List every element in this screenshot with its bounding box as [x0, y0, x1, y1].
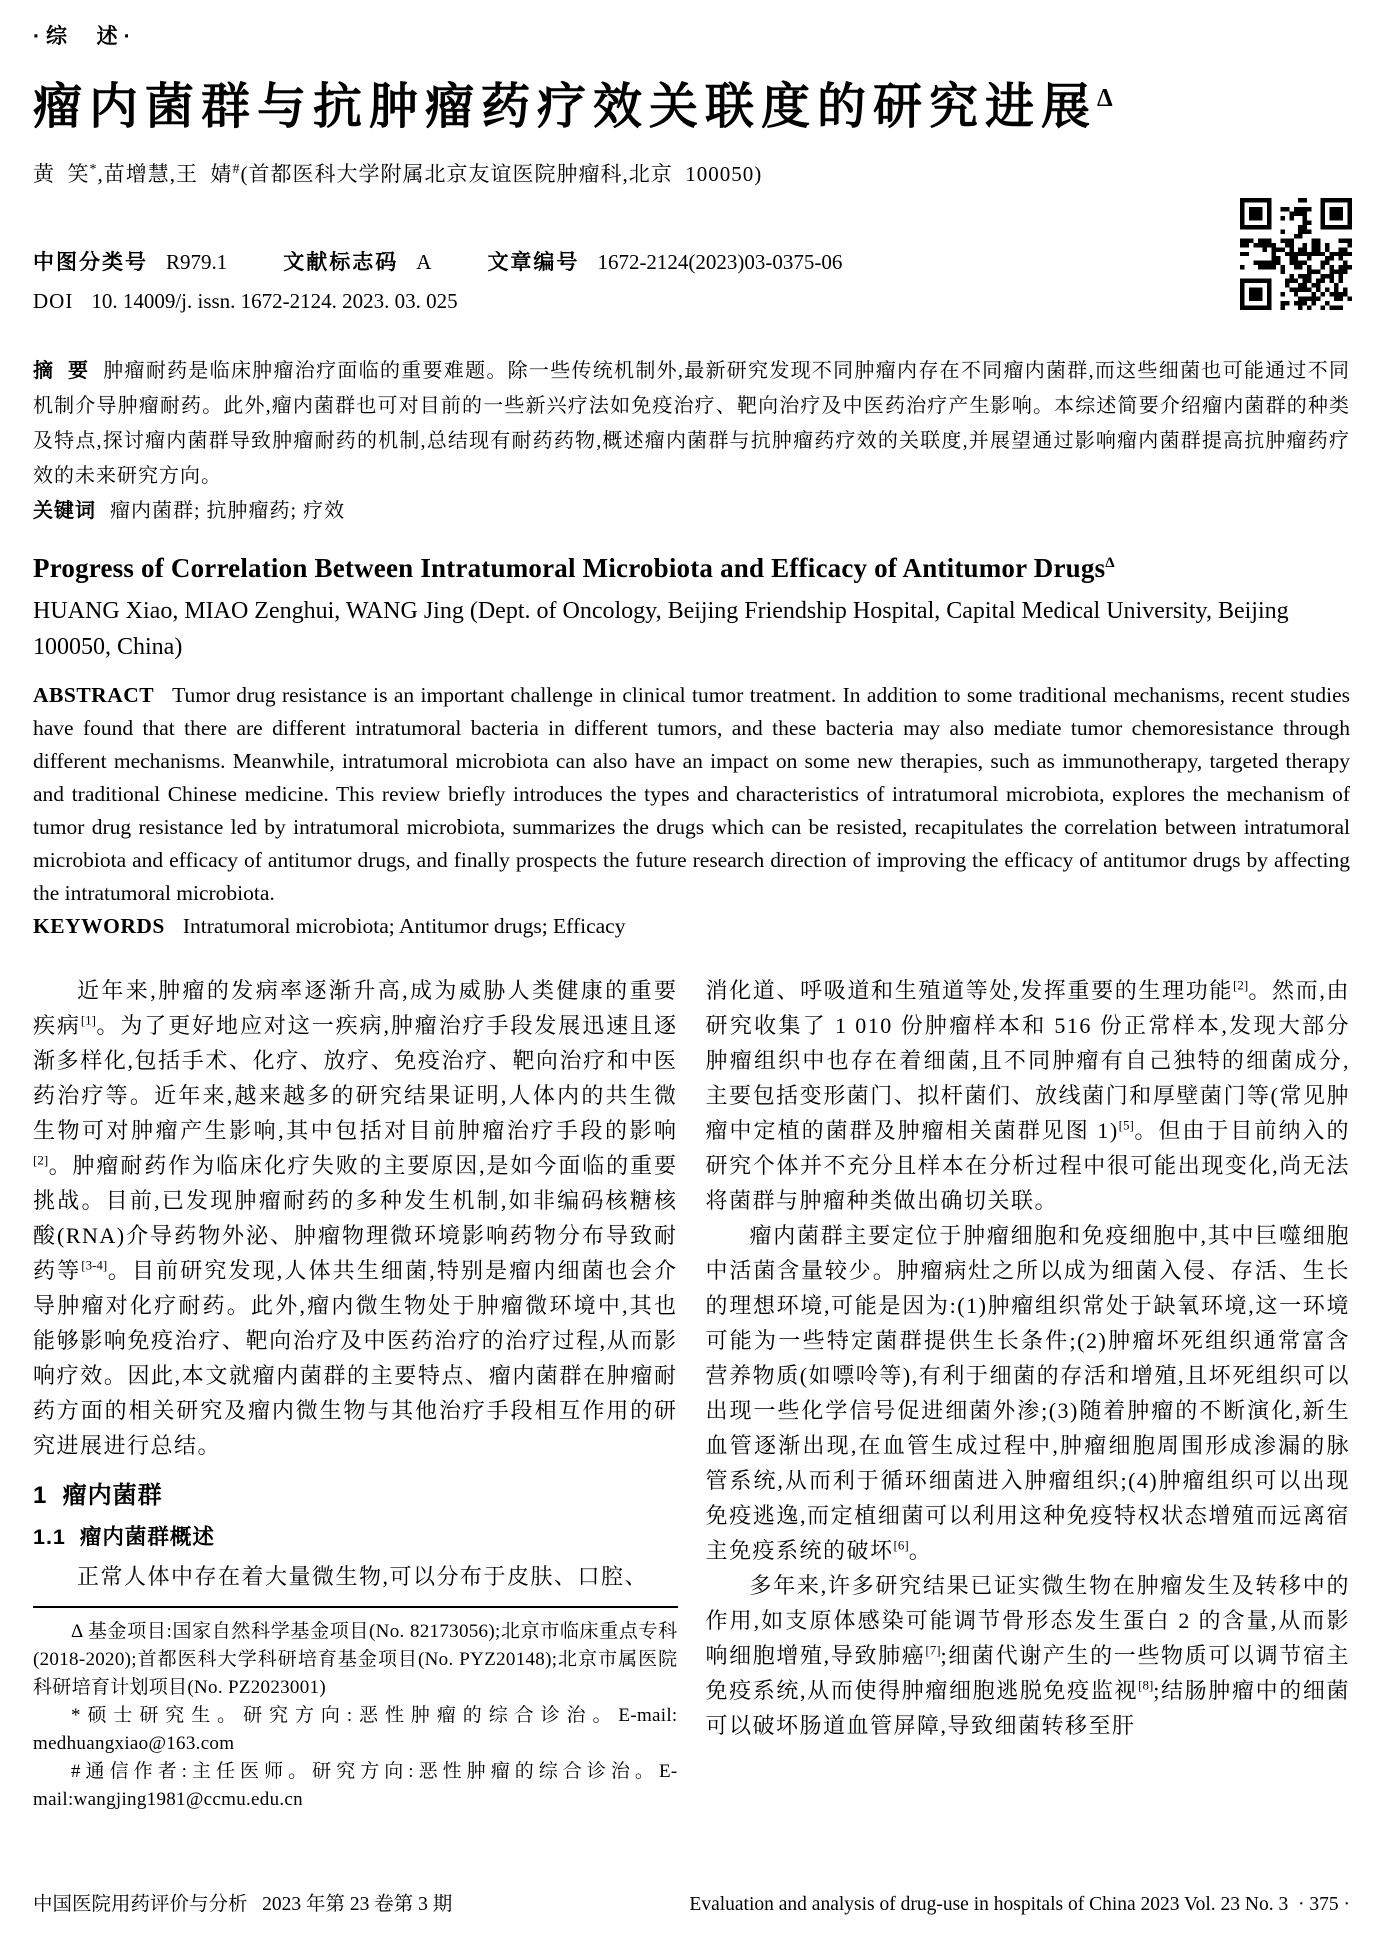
title-fund-mark-en: Δ — [1105, 555, 1115, 571]
clc-label: 中图分类号 — [33, 251, 148, 274]
doi-label: DOI — [33, 289, 74, 313]
footnotes-block — [33, 1606, 678, 1814]
article-no-group — [487, 246, 842, 276]
abstract-cn-text: 肿瘤耐药是临床肿瘤治疗面临的重要难题。除一些传统机制外,最新研究发现不同肿瘤内存在不同瘤内菌群,而这些细菌也可能通过不同机制介导肿瘤耐药。此外,瘤内菌群也可对目前的一些新兴疗法如免疫治疗、靶向治疗及中医药治疗产生影响。本综述简要介绍瘤内菌群的种类及特点,探讨瘤内菌群导致肿瘤耐药的机制,总结现有耐药药物,概述瘤内菌群与抗肿瘤药疗效的关联度,并展望通过影响瘤内菌群提高抗肿瘤药疗效的未来研究方向。 — [33, 360, 1350, 487]
abstract-en-text: Tumor drug resistance is an important challenge in clinical tumor treatment. In addition to some traditional mechanisms, recent studies have found that there are different intratumoral bacteria in different tumors, and these bacteria may also mediate tumor chemoresistance through different mechanisms. Meanwhile, intratumoral microbiota can also have an impact on some new therapies, such as immunotherapy, targeted therapy and traditional Chinese medicine. This review briefly introduces the types and characteristics of intratumoral microbiota, explores the mechanism of tumor drug resistance led by intratumoral microbiota, summarizes the drugs which can be resisted, recapitulates the correlation between intratumoral microbiota and efficacy of antitumor drugs, and finally prospects the future research direction of improving the efficacy of antitumor drugs by affecting the intratumoral microbiota. — [33, 683, 1350, 905]
left-column — [33, 973, 678, 1814]
keywords-cn-text: 瘤内菌群; 抗肿瘤药; 疗效 — [110, 500, 346, 522]
body-paragraph-overview-start: 正常人体中存在着大量微生物,可以分布于皮肤、口腔、 — [77, 1564, 649, 1589]
footer-journal-en: Evaluation and analysis of drug-use in hospitals of China 2023 Vol. 23 No. 3 · 375 · — [689, 1894, 1350, 1915]
title-fund-mark: Δ — [1097, 84, 1120, 112]
clc-value: R979.1 — [166, 250, 228, 274]
abstract-cn — [33, 354, 1350, 494]
first-author-note: *硕士研究生。研究方向:恶性肿瘤的综合诊治。E-mail: medhuangxiao@163.com — [33, 1705, 678, 1754]
corresponding-author-note: #通信作者:主任医师。研究方向:恶性肿瘤的综合诊治。E-mail:wangjing1981@ccmu.edu.cn — [33, 1761, 678, 1810]
body-columns — [33, 973, 1350, 1814]
abstract-cn-label: 摘 要 — [33, 360, 90, 382]
footer-journal-cn: 中国医院用药评价与分析 2023 年第 23 卷第 3 期 — [33, 1894, 453, 1915]
body-paragraph-localization: 瘤内菌群主要定位于肿瘤细胞和免疫细胞中,其中巨噬细胞中活菌含量较少。肿瘤病灶之所以成为细菌入侵、存活、生长的理想环境,可能是因为:(1)肿瘤组织常处于缺氧环境,这一环境可能为一些特定菌群提供生长条件;(2)肿瘤坏死组织通常富含营养物质(如嘌呤等),有利于细菌的存活和增殖,且坏死组织可以出现一些化学信号促进细菌外渗;(3)随着肿瘤的不断演化,新生血管逐渐出现,在血管生成过程中,肿瘤细胞周围形成渗漏的脉管系统,从而利于循环细菌进入肿瘤组织;(4)肿瘤组织可以出现免疫逃逸,而定植细菌可以利用这种免疫特权状态增殖而远离宿主免疫系统的破坏[6]。 — [705, 1223, 1350, 1563]
keywords-en-text: Intratumoral microbiota; Antitumor drugs; Efficacy — [182, 914, 626, 938]
article-no-label: 文章编号 — [487, 251, 580, 274]
keywords-en — [33, 910, 1350, 943]
abstract-en-label: ABSTRACT — [33, 683, 155, 707]
article-title-en-text: Progress of Correlation Between Intratumoral Microbiota and Efficacy of Antitumor Drugs — [33, 553, 1106, 583]
page-footer — [33, 1888, 1350, 1916]
clc-group — [33, 246, 227, 276]
article-title-cn — [33, 68, 1350, 138]
body-paragraph-intro: 近年来,肿瘤的发病率逐渐升高,成为威胁人类健康的重要疾病[1]。为了更好地应对这一疾病,肿瘤治疗手段发展迅速且逐渐多样化,包括手术、化疗、放疗、免疫治疗、靶向治疗和中医药治疗等。近年来,越来越多的研究结果证明,人体内的共生微生物可对肿瘤产生影响,其中包括对目前肿瘤治疗手段的影响[2]。肿瘤耐药作为临床化疗失败的主要原因,是如今面临的重要挑战。目前,已发现肿瘤耐药的多种发生机制,如非编码核糖核酸(RNA)介导药物外泌、肿瘤物理微环境影响药物分布导致耐药等[3-4]。目前研究发现,人体共生细菌,特别是瘤内细菌也会介导肿瘤对化疗耐药。此外,瘤内微生物处于肿瘤微环境中,其也能够影响免疫治疗、靶向治疗及中医药治疗的治疗过程,从而影响疗效。因此,本文就瘤内菌群的主要特点、瘤内菌群在肿瘤耐药方面的相关研究及瘤内微生物与其他治疗手段相互作用的研究进展进行总结。 — [33, 978, 678, 1458]
doc-code-group — [283, 246, 431, 276]
right-column — [706, 973, 1351, 1814]
article-no-value: 1672-2124(2023)03-0375-06 — [597, 250, 843, 274]
section-heading-1-1: 1.1 瘤内菌群概述 — [33, 1525, 215, 1549]
doc-code-value: A — [416, 250, 432, 274]
article-title-en — [33, 553, 1350, 584]
qr-code — [1240, 198, 1352, 310]
doc-code-label: 文献标志码 — [283, 251, 399, 274]
body-paragraph-evidence: 多年来,许多研究结果已证实微生物在肿瘤发生及转移中的作用,如支原体感染可能调节骨形态发生蛋白 2 的含量,从而影响细胞增殖,导致肺癌[7];细菌代谢产生的一些物质可以调节宿主免疫系统,从而使得肿瘤细胞逃脱免疫监视[8];结肠肿瘤中的细菌可以破坏肠道血管屏障,导致细菌转移至肝 — [705, 1573, 1350, 1738]
keywords-cn-label: 关键词 — [33, 500, 96, 522]
keywords-en-label: KEYWORDS — [33, 914, 165, 938]
article-title-cn-text: 瘤内菌群与抗肿瘤药疗效关联度的研究进展 — [33, 79, 1098, 134]
authors-en: HUANG Xiao, MIAO Zenghui, WANG Jing (Dept. of Oncology, Beijing Friendship Hospital, Capital Medical University, Beijing 100050, China) — [33, 598, 1289, 660]
fund-project-note: Δ 基金项目:国家自然科学基金项目(No. 82173056);北京市临床重点专科(2018-2020);首都医科大学科研培育基金项目(No. PYZ20148);北京市属医院科研培育计划项目(No. PZ2023001) — [33, 1621, 678, 1698]
keywords-cn — [33, 494, 1350, 529]
authors-cn: 黄 笑*,苗增慧,王 婧#(首都医科大学附属北京友谊医院肿瘤科,北京 100050) — [33, 162, 763, 186]
body-paragraph-continuation: 消化道、呼吸道和生殖道等处,发挥重要的生理功能[2]。然而,由研究收集了 1 010 份肿瘤样本和 516 份正常样本,发现大部分肿瘤组织中也存在着细菌,且不同肿瘤有自己独特的细菌成分,主要包括变形菌门、拟杆菌们、放线菌门和厚壁菌门等(常见肿瘤中定植的菌群及肿瘤相关菌群见图 1)[5]。但由于目前纳入的研究个体并不充分且样本在分析过程中很可能出现变化,尚无法将菌群与肿瘤种类做出确切关联。 — [705, 977, 1350, 1213]
doi-row — [33, 289, 1350, 314]
doi-value: 10. 14009/j. issn. 1672-2124. 2023. 03. 025 — [91, 289, 458, 313]
section-heading-1: 1 瘤内菌群 — [33, 1482, 163, 1509]
english-section — [33, 553, 1350, 943]
abstract-en — [33, 679, 1350, 910]
column-category-label: ·综 述· — [33, 25, 137, 48]
meta-row — [33, 246, 1350, 276]
